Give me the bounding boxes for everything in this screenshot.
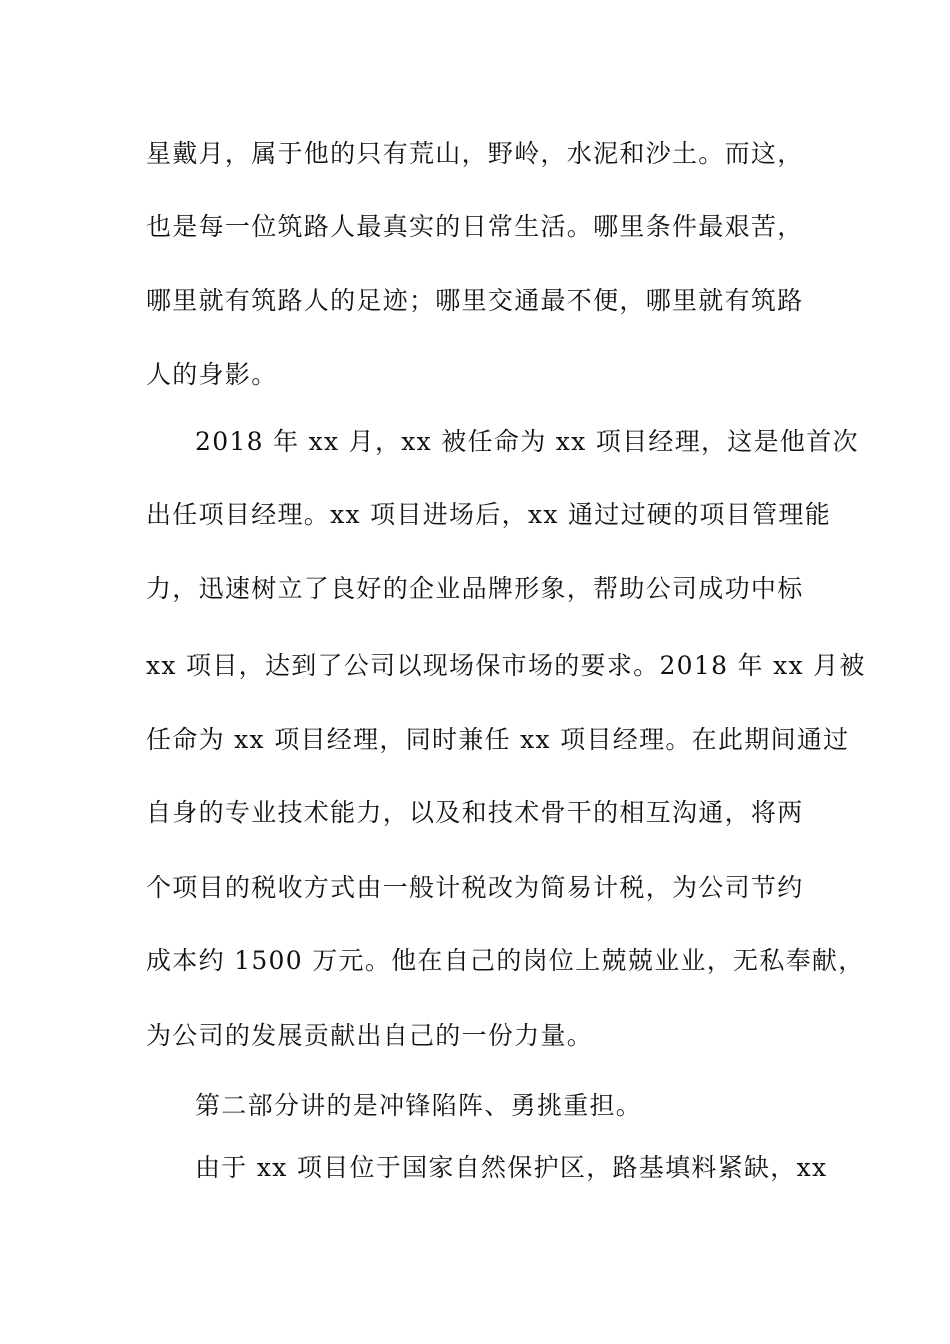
text-line: 任命为 xx 项目经理，同时兼任 xx 项目经理。在此期间通过 xyxy=(146,725,850,754)
text-line: 人的身影。 xyxy=(146,360,278,389)
text-line: 力，迅速树立了良好的企业品牌形象，帮助公司成功中标 xyxy=(146,574,804,603)
text-line: xx 项目，达到了公司以现场保市场的要求。2018 年 xx 月被 xyxy=(146,651,866,680)
text-line: 哪里就有筑路人的足迹；哪里交通最不便，哪里就有筑路 xyxy=(146,286,804,315)
paragraph-first-line: 2018 年 xx 月，xx 被任命为 xx 项目经理，这是他首次 xyxy=(195,427,859,456)
section-heading-line: 第二部分讲的是冲锋陷阵、勇挑重担。 xyxy=(195,1091,643,1120)
text-line: 为公司的发展贡献出自己的一份力量。 xyxy=(146,1021,594,1050)
text-line: 成本约 1500 万元。他在自己的岗位上兢兢业业，无私奉献， xyxy=(146,946,865,975)
text-line: 也是每一位筑路人最真实的日常生活。哪里条件最艰苦， xyxy=(146,212,804,241)
text-line: 个项目的税收方式由一般计税改为简易计税，为公司节约 xyxy=(146,873,804,902)
text-line: 出任项目经理。xx 项目进场后，xx 通过过硬的项目管理能 xyxy=(146,500,831,529)
text-line: 自身的专业技术能力，以及和技术骨干的相互沟通，将两 xyxy=(146,798,804,827)
paragraph-first-line: 由于 xx 项目位于国家自然保护区，路基填料紧缺，xx xyxy=(195,1153,828,1182)
text-line: 星戴月，属于他的只有荒山，野岭，水泥和沙土。而这， xyxy=(146,139,804,168)
